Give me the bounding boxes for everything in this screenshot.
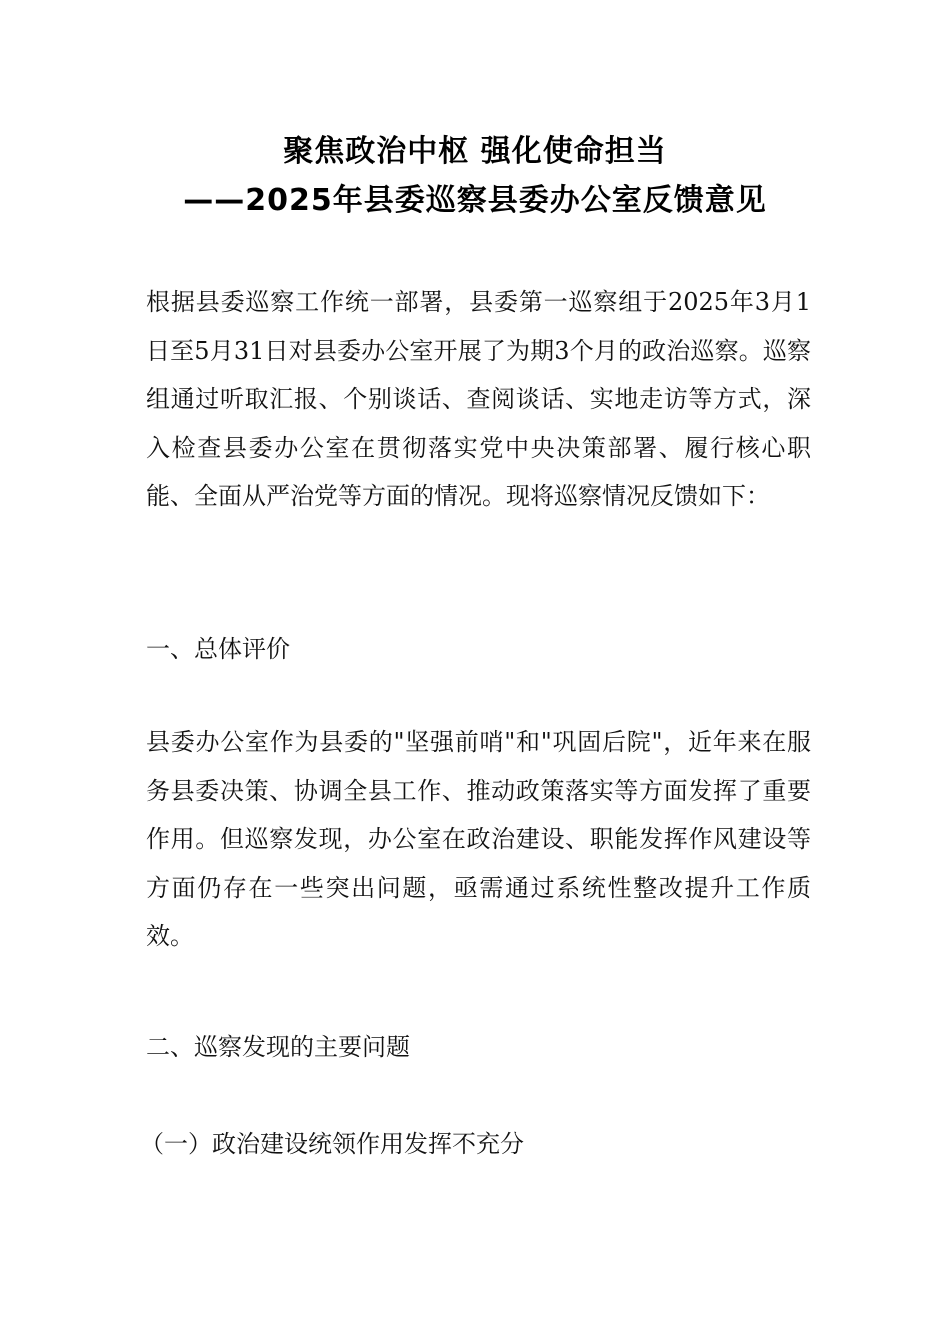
document-title-line1: 聚焦政治中枢 强化使命担当	[283, 134, 667, 169]
intro-paragraph: 根据县委巡察工作统一部署，县委第一巡察组于2025年3月1日至5月31日对县委办公室开展了为期3个月的政治巡察。巡察组通过听取汇报、个别谈话、查阅谈话、实地走访等方式，深入检查县委办公室在贯彻落实党中央决策部署、履行核心职能、全面从严治党等方面的情况。现将巡察情况反馈如下：	[146, 288, 811, 511]
section1-heading: 一、总体评价	[146, 635, 290, 663]
document-title-line2: ——2025年县委巡察县委办公室反馈意见	[183, 183, 767, 218]
section1-paragraph: 县委办公室作为县委的"坚强前哨"和"巩固后院"，近年来在服务县委决策、协调全县工作、推动政策落实等方面发挥了重要作用。但巡察发现，办公室在政治建设、职能发挥作风建设等方面仍存在一些突出问题，亟需通过系统性整改提升工作质效。	[146, 728, 811, 951]
subsection1-heading: （一）政治建设统领作用发挥不充分	[140, 1130, 524, 1158]
section2-heading: 二、巡察发现的主要问题	[146, 1033, 410, 1061]
